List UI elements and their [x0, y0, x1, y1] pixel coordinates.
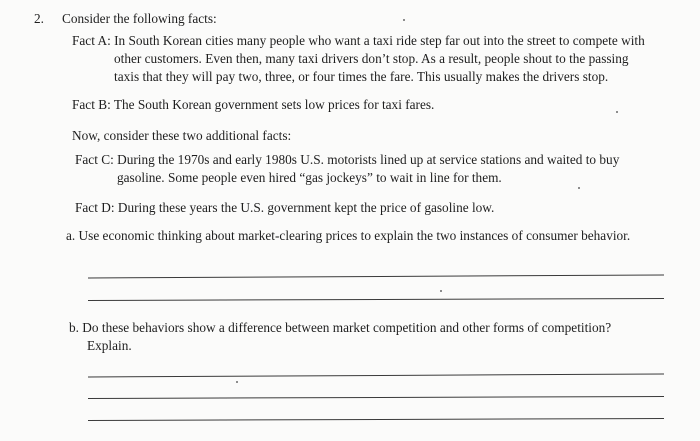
fact-c-line-1: Fact C: During the 1970s and early 1980s U.S. motorists lined up at service stations and waited to buy — [75, 152, 620, 167]
question-intro: Consider the following facts: — [62, 11, 217, 26]
additional-facts-intro: Now, consider these two additional facts: — [72, 128, 292, 143]
fact-a-line-2: other customers. Even then, many taxi drivers don’t stop. As a result, people shout to the passing — [114, 51, 629, 66]
fact-d: Fact D: During these years the U.S. government kept the price of gasoline low. — [75, 200, 495, 215]
scan-speck — [578, 187, 580, 189]
part-a-prompt: a. Use economic thinking about market-clearing prices to explain the two instances of consumer behavior. — [66, 228, 631, 243]
part-a-answer-line-2[interactable] — [88, 298, 664, 301]
part-b-answer-line-1[interactable] — [88, 373, 664, 377]
part-a-answer-line-1[interactable] — [88, 274, 664, 278]
fact-b: Fact B: The South Korean government sets low prices for taxi fares. — [72, 97, 435, 112]
part-b-prompt-line-2: Explain. — [87, 338, 132, 353]
scan-speck — [236, 381, 238, 383]
scan-speck — [440, 290, 442, 292]
part-b-answer-line-3[interactable] — [88, 418, 664, 421]
part-b-prompt-line-1: b. Do these behaviors show a difference between market competition and other forms of competition? — [69, 320, 612, 335]
question-number: 2. — [34, 11, 44, 26]
scan-speck — [616, 111, 618, 113]
part-b-answer-line-2[interactable] — [88, 396, 664, 399]
scan-speck — [403, 19, 405, 21]
fact-a-line-1: Fact A: In South Korean cities many people who want a taxi ride step far out into the street to compete with — [72, 33, 645, 48]
fact-a-line-3: taxis that they will pay two, three, or four times the fare. This usually makes the drivers stop. — [114, 69, 609, 84]
fact-c-line-2: gasoline. Some people even hired “gas jockeys” to wait in line for them. — [117, 170, 502, 185]
